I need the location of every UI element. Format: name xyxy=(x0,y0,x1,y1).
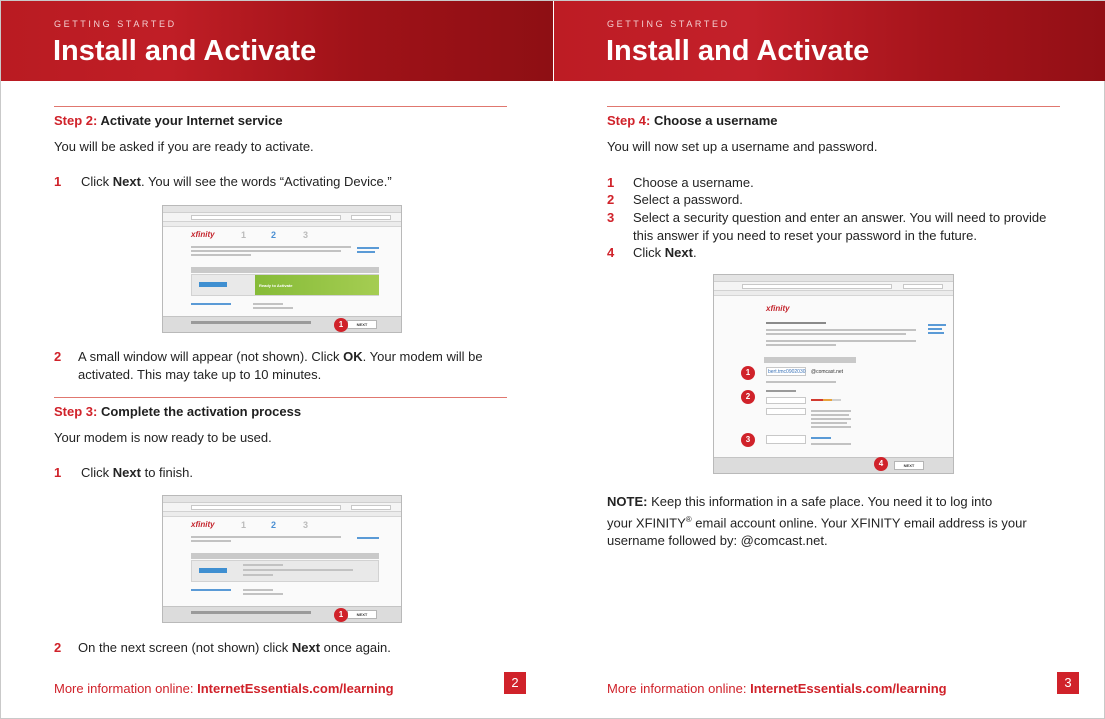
section-kicker: GETTING STARTED xyxy=(607,19,730,29)
activate-screenshot: xfinity 1 2 3 Ready to Activate NEXT 1 xyxy=(162,205,402,333)
item-number: 2 xyxy=(54,349,62,364)
section-divider xyxy=(54,106,507,107)
page-title: Install and Activate xyxy=(53,35,317,67)
learning-link[interactable]: InternetEssentials.com/learning xyxy=(197,681,394,696)
callout-1: 1 xyxy=(741,366,755,380)
step-title: Complete the activation process xyxy=(100,404,302,419)
footer: More information online: InternetEssentials.com/learning xyxy=(54,681,394,696)
note-label: NOTE: xyxy=(607,494,648,509)
section-divider xyxy=(607,106,1060,107)
step-4-intro: You will now set up a username and password. xyxy=(607,139,878,154)
username-screenshot: xfinity bert.tmc0902030 @comcast.net NEXT 1 2 3 4 xyxy=(713,274,954,474)
step-3-intro: Your modem is now ready to be used. xyxy=(54,430,272,445)
item-number: 1 xyxy=(54,465,62,480)
callout-1: 1 xyxy=(334,318,348,332)
step-2-heading xyxy=(54,113,283,128)
note: NOTE: Keep this information in a safe place. You need it to log into your XFINITY® email account online. Your XFINITY email address is your username followed by: @comcast.net. xyxy=(607,494,1027,549)
callout-3: 3 xyxy=(741,433,755,447)
item-number: 1 xyxy=(54,174,62,189)
callout-4: 4 xyxy=(874,457,888,471)
next-button[interactable]: NEXT xyxy=(347,320,377,329)
page-header xyxy=(1,1,553,81)
complete-screenshot: xfinity 1 2 3 NEXT 1 xyxy=(162,495,402,623)
step-title: Activate your Internet service xyxy=(100,113,283,128)
callout-1: 1 xyxy=(334,608,348,622)
step-label: Step 2: xyxy=(54,113,98,128)
step-title: Choose a username xyxy=(653,113,778,128)
xfinity-logo: xfinity xyxy=(191,520,215,529)
xfinity-logo: xfinity xyxy=(191,230,215,239)
next-label: Next xyxy=(112,174,141,189)
step-label: Step 3: xyxy=(54,404,98,419)
page-2: GETTING STARTED Install and Activate Step 2: Activate your Internet service You will be asked if you are ready to activate. 1 Click Next. You will see the words “Activating Device.” xfinity 1 2 3 Ready to Activate NEXT 1 2 A small window will appear (not shown). Click OK. Your modem will be activated. This may take up to 10 minutes. Step 3: Complete the activation process Your modem is now ready to be used. 1 Click Next to finish. xfinity 1 2 3 NEXT 1 2 On the next screen (not shown) click Next once again. More information online: InternetEssentials.com/learning 2 xyxy=(1,1,553,719)
page-number: 2 xyxy=(504,672,526,694)
page-3: GETTING STARTED Install and Activate Step 4: Choose a username You will now set up a username and password. 1 Choose a username. 2 Select a password. 3 Select a security question and enter an answer. You will need to provide this answer if you need to reset your password in the future. 4 Click Next. xfinity bert.tmc0902030 @comcast.net NEXT 1 2 3 4 NOTE: Keep this information in a safe place. You need it to log into your XFINITY® email account online. Your XFINITY email address is your username followed by: @comcast.net. More information online: InternetEssentials.com/learning 3 xyxy=(554,1,1105,719)
page-title: Install and Activate xyxy=(606,35,870,67)
step-4-heading xyxy=(607,113,778,128)
section-kicker: GETTING STARTED xyxy=(54,19,177,29)
next-button[interactable]: NEXT xyxy=(347,610,377,619)
callout-2: 2 xyxy=(741,390,755,404)
next-label: Next xyxy=(291,640,321,655)
footer: More information online: InternetEssentials.com/learning xyxy=(607,681,947,696)
next-label: Next xyxy=(112,465,141,480)
ok-label: OK xyxy=(343,349,363,364)
item-number: 2 xyxy=(54,640,62,655)
page-number: 3 xyxy=(1057,672,1079,694)
step-2-intro: You will be asked if you are ready to activate. xyxy=(54,139,314,154)
section-divider xyxy=(54,397,507,398)
next-button[interactable]: NEXT xyxy=(894,461,924,470)
step-label: Step 4: xyxy=(607,113,651,128)
xfinity-logo: xfinity xyxy=(766,304,790,313)
page-header xyxy=(554,1,1105,81)
step-3-heading xyxy=(54,404,301,419)
learning-link[interactable]: InternetEssentials.com/learning xyxy=(750,681,947,696)
